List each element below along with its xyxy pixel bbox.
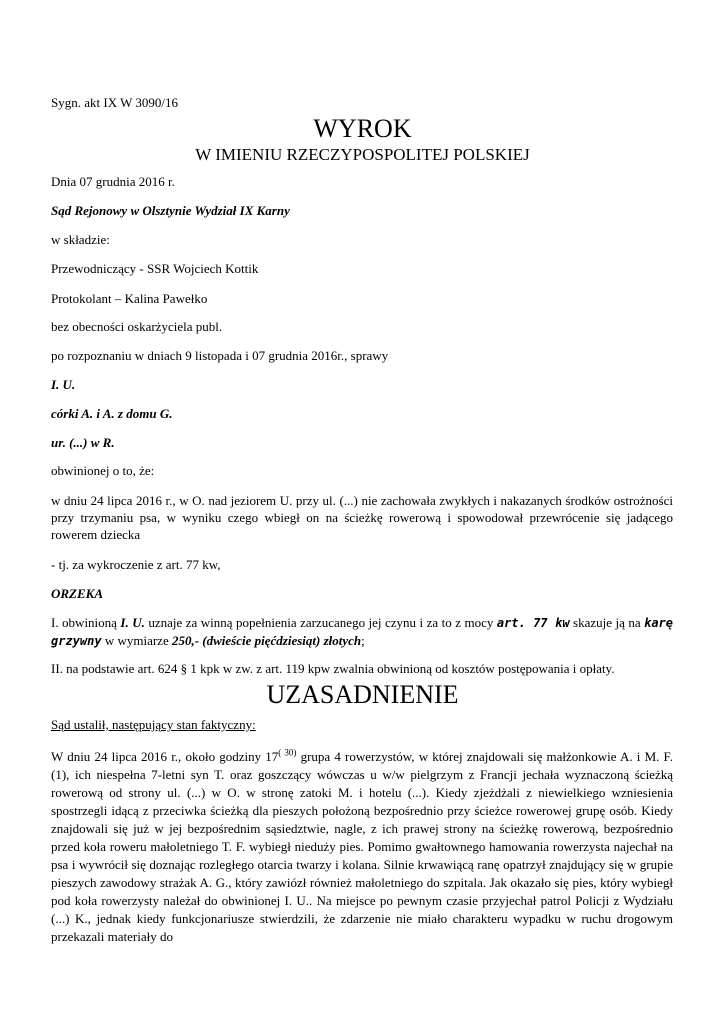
ruling-p1-text-e: ;	[361, 633, 365, 648]
facts-text-b: grupa 4 rowerzystów, w której znajdowali się małżonkowie A. i M. F. (1), ich niespełna 7-letni syn T. oraz goszczący wówczas u w/w pielgrzym z Francji jechała wyznaczoną ścieżką rowerową od strony ul. (...) w O. w stronę zatoki M. i hotelu (...). Kiedy zjeżdżali z niewielkiego wzniesienia spostrzegli idącą z przeciwka ścieżką dla pieszych położoną bezpośrednio przy ścieżce rowerowej grupę osób. Kiedy znajdowali się już w jej bezpośrednim sąsiedztwie, nagle, z ich prawej strony na ścieżkę rowerową, bezpośrednio przed koła roweru małoletniego T. F. wybiegł nieduży pies. Pomimo gwałtownego hamowania rowerzysta najechał na psa i wywrócił się doznając rozległego otarcia twarzy i kolana. Silnie krwawiącą ranę opatrzył znajdujący się w grupie pieszych zawodowy strażak A. G., który zawiózł również małoletniego do szpitala. Jak okazało się pies, który wybiegł pod koła rowerzysty należał do obwinionej I. U.. Na miejsce po pewnym czasie przyjechał patrol Policji z Wydziału (...) K., jednak kiedy funkcjonariusze stwierdzili, że zdarzenie nie miało charakteru wypadku w ruchu drogowym przekazali materiały do	[51, 749, 673, 944]
justification-title: UZASADNIENIE	[266, 680, 459, 709]
case-signature: Sygn. akt IX W 3090/16	[51, 95, 178, 110]
ruling-p1-article: art. 77 kw	[496, 616, 570, 630]
clerk-line: Protokolant – Kalina Pawełko	[51, 291, 208, 306]
charge-intro: obwinionej o to, że:	[51, 463, 155, 478]
ruling-p1-text-d: w wymiarze	[101, 633, 172, 648]
ruling-p1-text-a: I. obwinioną	[51, 615, 121, 630]
document-subtitle: W IMIENIU RZECZYPOSPOLITEJ POLSKIEJ	[195, 145, 530, 164]
facts-text-a: W dniu 24 lipca 2016 r., około godziny 17	[51, 749, 279, 764]
ruling-point-2: II. na podstawie art. 624 § 1 kpk w zw. z art. 119 kpw zwalnia obwinioną od kosztów postępowania i opłaty.	[51, 661, 615, 676]
prosecutor-line: bez obecności oskarżyciela publ.	[51, 319, 223, 334]
ruling-p1-text-c: skazuje ją na	[569, 615, 645, 630]
defendant-parents: córki A. i A. z domu G.	[51, 406, 173, 421]
ruling-p1-amount: 250,- (dwieście pięćdziesiąt) złotych	[171, 633, 362, 648]
chair-line: Przewodniczący - SSR Wojciech Kottik	[51, 261, 259, 276]
ruling-p1-text-b: uznaje za winną popełnienia zarzucanego jej czynu i za to z mocy	[144, 615, 497, 630]
facts-time-superscript: ( 30)	[278, 747, 297, 758]
ruling-p1-defendant: I. U.	[120, 615, 145, 630]
charge-text: w dniu 24 lipca 2016 r., w O. nad jeziorem U. przy ul. (...) nie zachowała zwykłych i nakazanych środków ostrożności przy trzymaniu psa, w wyniku czego wbiegł on na ścieżkę rowerową i spowodował przewrócenie się jadącego rowerem dziecka	[51, 493, 673, 542]
facts-paragraph	[51, 748, 673, 946]
defendant-name: I. U.	[51, 377, 76, 392]
consideration-line: po rozpoznaniu w dniach 9 listopada i 07 grudnia 2016r., sprawy	[51, 348, 389, 363]
facts-heading: Sąd ustalił, następujący stan faktyczny:	[51, 717, 256, 732]
defendant-birth: ur. (...) w R.	[51, 435, 115, 450]
date-line: Dnia 07 grudnia 2016 r.	[51, 174, 175, 189]
ruling-label: ORZEKA	[51, 586, 104, 601]
composition-label: w składzie:	[51, 232, 110, 247]
ruling-p1-penalty: karę grzywny	[51, 616, 673, 648]
charge-qualification: - tj. za wykroczenie z art. 77 kw,	[51, 557, 221, 572]
document-title: WYROK	[313, 114, 412, 143]
ruling-point-1	[51, 614, 673, 650]
court-name: Sąd Rejonowy w Olsztynie Wydział IX Karny	[51, 203, 290, 218]
